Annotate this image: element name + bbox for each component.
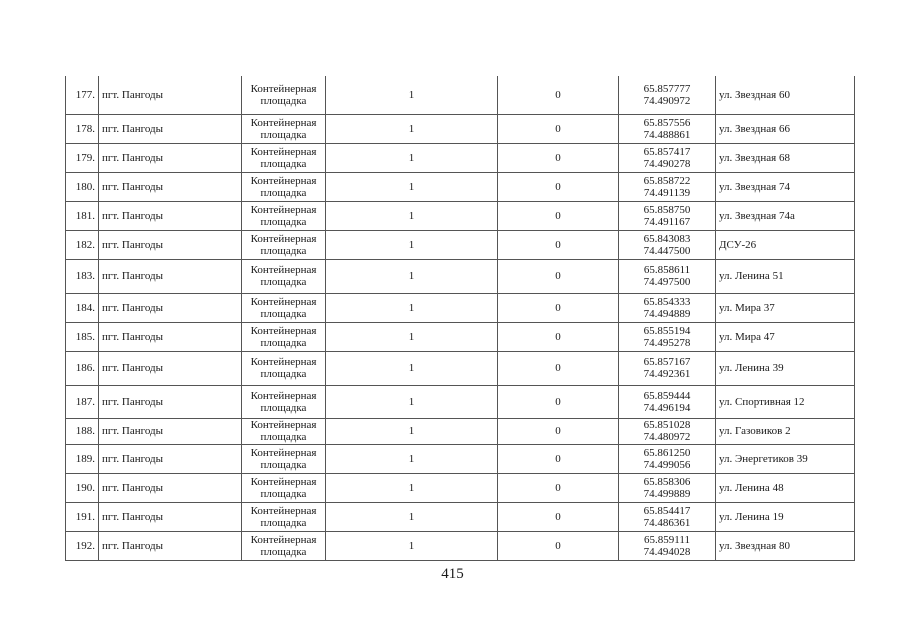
table-row: [66, 385, 855, 418]
table-row: [66, 351, 855, 385]
coordinates-cell: [619, 502, 716, 531]
latitude: 65.858722: [643, 174, 691, 187]
settlement-cell: пгт. Пангоды: [99, 444, 242, 473]
address-cell: ул. Ленина 48: [716, 473, 855, 502]
site-type-line-2: площадка: [260, 401, 307, 414]
table-row: [66, 444, 855, 473]
settlement-cell: пгт. Пангоды: [99, 114, 242, 143]
count-cell: 1: [326, 293, 498, 322]
settlement-cell: пгт. Пангоды: [99, 201, 242, 230]
address-cell: ул. Звездная 74: [716, 172, 855, 201]
site-type-cell: [242, 76, 326, 114]
row-number: 188.: [66, 418, 99, 444]
count-cell: 1: [326, 172, 498, 201]
count-cell: 1: [326, 473, 498, 502]
coordinates-cell: [619, 172, 716, 201]
site-type-line-1: Контейнерная: [250, 324, 317, 337]
value-cell: 0: [498, 201, 619, 230]
row-number: 186.: [66, 351, 99, 385]
site-type-line-1: Контейнерная: [250, 82, 317, 95]
coordinates-cell: [619, 385, 716, 418]
site-type-line-2: площадка: [260, 368, 307, 380]
site-type-cell: [242, 418, 326, 444]
value-cell: 0: [498, 230, 619, 259]
site-type-line-1: Контейнерная: [250, 264, 317, 276]
count-cell: 1: [326, 502, 498, 531]
settlement-cell: пгт. Пангоды: [99, 259, 242, 293]
coordinates-cell: [619, 230, 716, 259]
site-type-line-1: Контейнерная: [250, 145, 317, 158]
coordinates-cell: [619, 531, 716, 560]
longitude: 74.486361: [643, 516, 691, 529]
site-type-line-1: Контейнерная: [250, 389, 317, 402]
longitude: 74.494028: [643, 545, 691, 558]
site-type-line-1: Контейнерная: [250, 504, 317, 517]
value-cell: 0: [498, 418, 619, 444]
coordinates-cell: [619, 351, 716, 385]
latitude: 65.858611: [643, 264, 691, 276]
latitude: 65.857167: [643, 356, 691, 368]
site-type-line-1: Контейнерная: [250, 295, 317, 308]
longitude: 74.490278: [643, 157, 691, 170]
table-row: [66, 531, 855, 560]
settlement-cell: пгт. Пангоды: [99, 502, 242, 531]
row-number: 179.: [66, 143, 99, 172]
longitude: 74.495278: [643, 336, 691, 349]
site-type-cell: [242, 502, 326, 531]
count-cell: 1: [326, 230, 498, 259]
count-cell: 1: [326, 418, 498, 444]
settlement-cell: пгт. Пангоды: [99, 385, 242, 418]
value-cell: 0: [498, 143, 619, 172]
table-row: [66, 293, 855, 322]
site-type-line-2: площадка: [260, 487, 307, 500]
value-cell: 0: [498, 293, 619, 322]
table-row: [66, 143, 855, 172]
site-type-cell: [242, 322, 326, 351]
settlement-cell: пгт. Пангоды: [99, 143, 242, 172]
site-type-line-2: площадка: [260, 186, 307, 199]
count-cell: 1: [326, 143, 498, 172]
site-type-cell: [242, 531, 326, 560]
row-number: 182.: [66, 230, 99, 259]
latitude: 65.857777: [643, 82, 691, 95]
latitude: 65.857417: [643, 145, 691, 158]
row-number: 181.: [66, 201, 99, 230]
longitude: 74.447500: [643, 244, 691, 257]
site-type-cell: [242, 230, 326, 259]
longitude: 74.492361: [643, 368, 691, 380]
value-cell: 0: [498, 114, 619, 143]
site-type-cell: [242, 114, 326, 143]
table-row: [66, 502, 855, 531]
value-cell: 0: [498, 351, 619, 385]
site-type-line-2: площадка: [260, 431, 307, 443]
site-type-cell: [242, 385, 326, 418]
site-type-cell: [242, 351, 326, 385]
address-cell: ул. Звездная 66: [716, 114, 855, 143]
address-cell: ул. Звездная 68: [716, 143, 855, 172]
longitude: 74.499889: [643, 487, 691, 500]
coordinates-cell: [619, 293, 716, 322]
settlement-cell: пгт. Пангоды: [99, 293, 242, 322]
longitude: 74.490972: [643, 94, 691, 107]
coordinates-cell: [619, 201, 716, 230]
table-row: [66, 322, 855, 351]
table-row: [66, 230, 855, 259]
value-cell: 0: [498, 172, 619, 201]
value-cell: 0: [498, 531, 619, 560]
table-row: [66, 473, 855, 502]
row-number: 190.: [66, 473, 99, 502]
site-type-cell: [242, 172, 326, 201]
settlement-cell: пгт. Пангоды: [99, 76, 242, 114]
page-number: 415: [441, 566, 464, 582]
longitude: 74.480972: [643, 431, 691, 443]
value-cell: 0: [498, 502, 619, 531]
site-type-line-1: Контейнерная: [250, 232, 317, 245]
count-cell: 1: [326, 351, 498, 385]
site-type-line-2: площадка: [260, 545, 307, 558]
latitude: 65.851028: [643, 419, 691, 431]
site-type-line-2: площадка: [260, 215, 307, 228]
row-number: 183.: [66, 259, 99, 293]
settlement-cell: пгт. Пангоды: [99, 418, 242, 444]
settlement-cell: пгт. Пангоды: [99, 531, 242, 560]
latitude: 65.855194: [643, 324, 691, 337]
address-cell: ул. Ленина 51: [716, 259, 855, 293]
site-type-line-2: площадка: [260, 336, 307, 349]
count-cell: 1: [326, 76, 498, 114]
address-cell: ул. Звездная 80: [716, 531, 855, 560]
coordinates-cell: [619, 259, 716, 293]
latitude: 65.854417: [643, 504, 691, 517]
address-cell: ул. Звездная 60: [716, 76, 855, 114]
count-cell: 1: [326, 322, 498, 351]
table-row: [66, 114, 855, 143]
site-type-line-2: площадка: [260, 157, 307, 170]
site-type-line-1: Контейнерная: [250, 116, 317, 129]
coordinates-cell: [619, 444, 716, 473]
address-cell: ДСУ-26: [716, 230, 855, 259]
table-row: [66, 172, 855, 201]
site-type-cell: [242, 444, 326, 473]
site-type-line-1: Контейнерная: [250, 446, 317, 459]
table-row: [66, 76, 855, 114]
site-type-line-1: Контейнерная: [250, 419, 317, 431]
address-cell: ул. Энергетиков 39: [716, 444, 855, 473]
count-cell: 1: [326, 201, 498, 230]
site-type-line-2: площадка: [260, 276, 307, 288]
latitude: 65.859111: [644, 533, 690, 546]
site-type-line-2: площадка: [260, 128, 307, 141]
row-number: 177.: [66, 76, 99, 114]
value-cell: 0: [498, 385, 619, 418]
address-cell: ул. Спортивная 12: [716, 385, 855, 418]
count-cell: 1: [326, 531, 498, 560]
coordinates-cell: [619, 143, 716, 172]
address-cell: ул. Мира 37: [716, 293, 855, 322]
table-body: [66, 76, 855, 560]
site-type-line-2: площадка: [260, 244, 307, 257]
table-row: [66, 201, 855, 230]
address-cell: ул. Мира 47: [716, 322, 855, 351]
address-cell: ул. Газовиков 2: [716, 418, 855, 444]
coordinates-cell: [619, 114, 716, 143]
address-cell: ул. Ленина 19: [716, 502, 855, 531]
table-row: [66, 418, 855, 444]
site-type-cell: [242, 473, 326, 502]
settlement-cell: пгт. Пангоды: [99, 473, 242, 502]
count-cell: 1: [326, 444, 498, 473]
settlement-cell: пгт. Пангоды: [99, 322, 242, 351]
longitude: 74.491167: [643, 215, 691, 228]
longitude: 74.497500: [643, 276, 691, 288]
coordinates-cell: [619, 473, 716, 502]
value-cell: 0: [498, 473, 619, 502]
latitude: 65.854333: [643, 295, 691, 308]
site-type-line-1: Контейнерная: [250, 203, 317, 216]
row-number: 191.: [66, 502, 99, 531]
site-type-line-1: Контейнерная: [250, 475, 317, 488]
row-number: 189.: [66, 444, 99, 473]
row-number: 187.: [66, 385, 99, 418]
longitude: 74.494889: [643, 307, 691, 320]
row-number: 184.: [66, 293, 99, 322]
latitude: 65.859444: [643, 389, 691, 402]
site-type-line-1: Контейнерная: [250, 356, 317, 368]
site-type-line-1: Контейнерная: [250, 533, 317, 546]
longitude: 74.491139: [643, 186, 691, 199]
site-type-line-2: площадка: [260, 516, 307, 529]
row-number: 192.: [66, 531, 99, 560]
row-number: 180.: [66, 172, 99, 201]
settlement-cell: пгт. Пангоды: [99, 172, 242, 201]
longitude: 74.496194: [643, 401, 691, 414]
site-type-line-2: площадка: [260, 307, 307, 320]
count-cell: 1: [326, 114, 498, 143]
latitude: 65.861250: [643, 446, 691, 459]
count-cell: 1: [326, 385, 498, 418]
longitude: 74.488861: [643, 128, 691, 141]
coordinates-cell: [619, 418, 716, 444]
settlement-cell: пгт. Пангоды: [99, 230, 242, 259]
container-sites-table: [65, 76, 855, 561]
settlement-cell: пгт. Пангоды: [99, 351, 242, 385]
site-type-line-2: площадка: [260, 458, 307, 471]
row-number: 185.: [66, 322, 99, 351]
site-type-line-1: Контейнерная: [250, 174, 317, 187]
site-type-cell: [242, 201, 326, 230]
address-cell: ул. Звездная 74а: [716, 201, 855, 230]
value-cell: 0: [498, 444, 619, 473]
value-cell: 0: [498, 76, 619, 114]
latitude: 65.857556: [643, 116, 691, 129]
site-type-cell: [242, 293, 326, 322]
site-type-cell: [242, 259, 326, 293]
table-row: [66, 259, 855, 293]
count-cell: 1: [326, 259, 498, 293]
latitude: 65.858750: [643, 203, 691, 216]
longitude: 74.499056: [643, 458, 691, 471]
value-cell: 0: [498, 322, 619, 351]
address-cell: ул. Ленина 39: [716, 351, 855, 385]
latitude: 65.858306: [643, 475, 691, 488]
coordinates-cell: [619, 322, 716, 351]
row-number: 178.: [66, 114, 99, 143]
site-type-line-2: площадка: [260, 94, 307, 107]
site-type-cell: [242, 143, 326, 172]
value-cell: 0: [498, 259, 619, 293]
coordinates-cell: [619, 76, 716, 114]
latitude: 65.843083: [643, 232, 691, 245]
